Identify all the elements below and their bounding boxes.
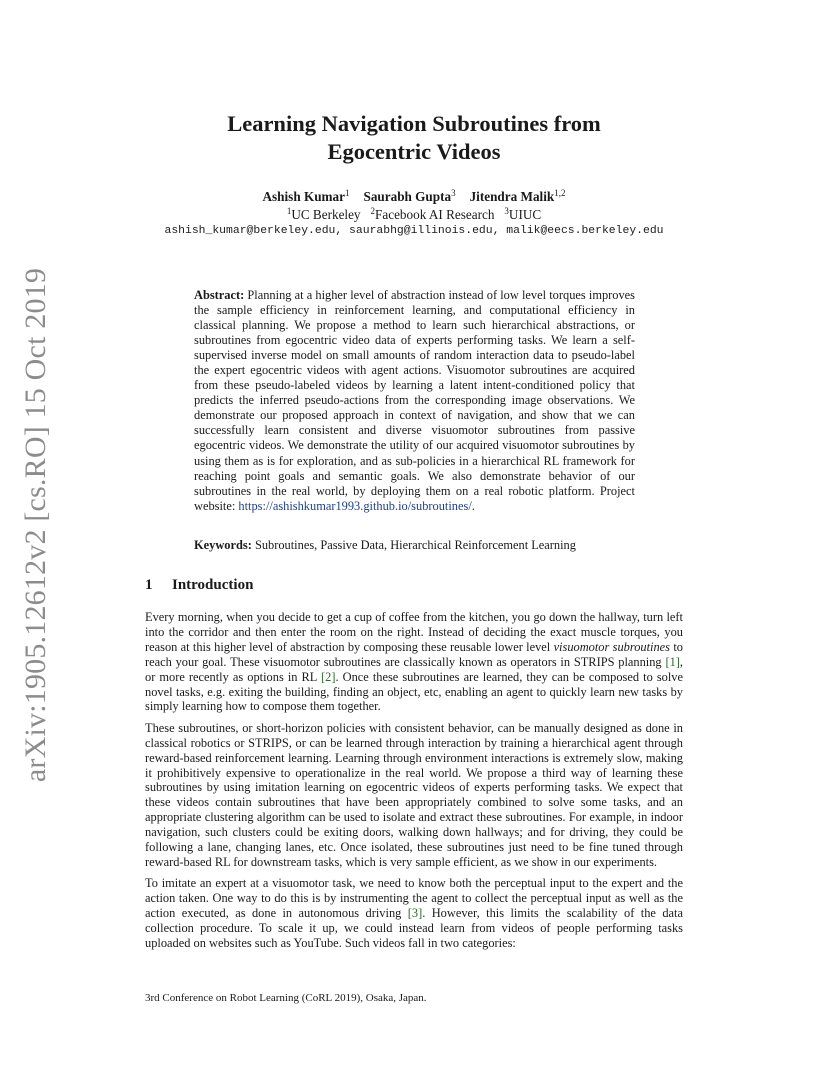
abstract-text: Planning at a higher level of abstraction instead of low level torques improves the sample efficiency in reinforcement learning, and computational efficiency in classical planning. We propose a method to learn such hierarchical abstractions, or subroutines from egocentric video data of experts performing tasks. We learn a self-supervised inverse model on small amounts of random interaction data to pseudo-label the expert egocentric videos with agent actions. Visuomotor subroutines are acquired from these pseudo-labeled videos by learning a latent intent-conditioned policy that predicts the inferred pseudo-actions from the corresponding image observations. We demonstrate our proposed approach in context of navigation, and show that we can successfully learn consistent and diverse visuomotor subroutines from passive egocentric videos. We demonstrate the utility of our acquired visuomotor subroutines by using them as is for exploration, and as sub-policies in a hierarchical RL framework for reaching point goals and semantic goals. We also demonstrate behavior of our subroutines in the real world, by deploying them on a real robotic platform. Project website: — [194, 288, 635, 513]
paragraph — [145, 610, 683, 714]
affiliation-list — [0, 206, 828, 224]
citation-link[interactable]: [2] — [321, 669, 336, 684]
keywords-label: Keywords: — [194, 538, 252, 552]
section-title: Introduction — [172, 577, 254, 593]
paragraph — [145, 876, 683, 951]
paper-title-line-1: Learning Navigation Subroutines from — [227, 111, 601, 136]
keywords-text: Subroutines, Passive Data, Hierarchical Reinforcement Learning — [254, 538, 576, 552]
author-affiliation-mark: 1,2 — [554, 188, 566, 198]
affiliation-name: UIUC — [508, 207, 542, 222]
paper-title — [0, 110, 828, 166]
affiliation-mark: 2 — [370, 206, 376, 216]
author-affiliation-mark: 1 — [344, 188, 350, 198]
affiliation-name: Facebook AI Research — [375, 207, 495, 222]
citation-link[interactable]: [1] — [665, 654, 680, 669]
affiliation-mark: 3 — [504, 206, 509, 216]
introduction-body — [145, 610, 683, 957]
paragraph-text: to reach your goal. These visuomotor subroutines are classically known as operators in STRIPS planning — [145, 639, 683, 669]
abstract-label: Abstract: — [194, 288, 245, 302]
section-number: 1 — [145, 577, 153, 593]
arxiv-identifier-sidebar — [16, 267, 56, 783]
paper-title-line-2: Egocentric Videos — [327, 139, 501, 164]
paragraph-text: To imitate an expert at a visuomotor task, we need to know both the perceptual input to the expert and the action taken. One way to do this is by instrumenting the agent to collect the perceptual input as well as the action executed, as done in autonomous driving — [145, 876, 683, 921]
abstract-end-punct: . — [471, 498, 475, 513]
paragraph-text: , or more recently as options in RL — [145, 654, 683, 684]
emphasized-term: visuomotor subroutines — [553, 639, 671, 654]
affiliation-mark: 1 — [286, 206, 292, 216]
paragraph-text: . However, this limits the scalability of the data collection procedure. To scale it up, we could instead learn from videos of people performing tasks uploaded on websites such as YouTube. Such videos fall in two categories: — [145, 906, 683, 951]
section-heading — [145, 575, 253, 595]
paragraph-text: . Once these subroutines are learned, they can be composed to solve novel tasks, e.g. exiting the building, finding an object, etc, enabling an agent to quickly learn new tasks by simply learning how to compose them together. — [145, 669, 683, 714]
author-emails: ashish_kumar@berkeley.edu, saurabhg@illinois.edu, malik@eecs.berkeley.edu — [164, 225, 664, 237]
affiliation-name: UC Berkeley — [291, 207, 361, 222]
citation-link[interactable]: [3] — [407, 906, 423, 921]
conference-footnote: 3rd Conference on Robot Learning (CoRL 2019), Osaka, Japan. — [145, 992, 427, 1004]
paragraph-text: Every morning, when you decide to get a cup of coffee from the kitchen, you go down the hallway, turn left into the corridor and then enter the room on the right. Instead of deciding the exact muscle torques, you reason at this higher level of abstraction by composing these reusable lower level — [145, 610, 683, 654]
author-name: Ashish Kumar — [262, 189, 345, 204]
paragraph: These subroutines, or short-horizon policies with consistent behavior, can be manually designed as done in classical robotics or STRIPS, or can be learned through interaction by training a hierarchical agent through reward-based reinforcement learning. Learning through environment interactions is extremely slow, making it prohibitively expensive to operationalize in the real world. We propose a third way of learning these subroutines by using imitation learning on egocentric videos of experts performing tasks. We expect that these videos contain subroutines that have been appropriately combined to solve some tasks, and an appropriate clustering algorithm can be used to isolate and extract these subroutines. For example, in indoor navigation, such clusters could be exiting doors, walking down hallways; and for driving, they could be following a lane, changing lanes, etc. Once isolated, these subroutines just need to be fine tuned through reward-based RL for downstream tasks, which is very sample efficient, as we show in our experiments. — [145, 720, 683, 869]
abstract-block — [194, 288, 635, 514]
keywords-block — [194, 538, 635, 553]
arxiv-identifier: arXiv:1905.12612v2 [cs.RO] 15 Oct 2019 — [19, 267, 52, 783]
author-name: Jitendra Malik — [469, 189, 555, 204]
project-website-link[interactable]: https://ashishkumar1993.github.io/subroutines/ — [238, 498, 472, 513]
author-affiliation-mark: 3 — [451, 188, 456, 198]
author-list — [0, 188, 828, 206]
author-name: Saurabh Gupta — [363, 189, 452, 204]
